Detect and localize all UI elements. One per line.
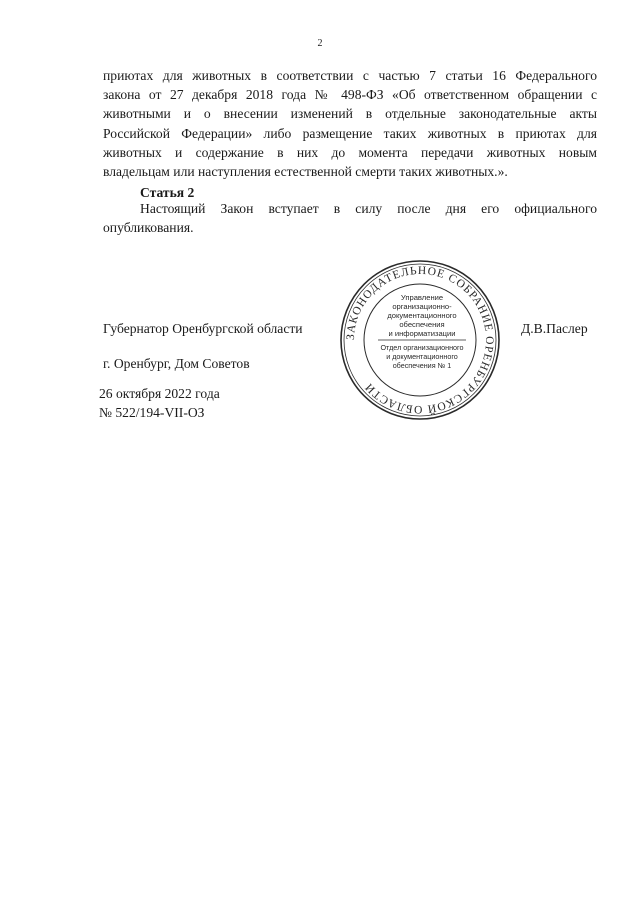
- seal-inner-line: Отдел организационного: [380, 343, 464, 352]
- seal-inner-line: организационно-: [392, 302, 452, 311]
- article-heading: Статья 2: [140, 185, 195, 200]
- text-line: Настоящий Закон вступает в силу после дня его официального: [140, 201, 597, 216]
- text-line: закона от 27 декабря 2018 года № 498-ФЗ «Об ответственном обращении с: [103, 87, 597, 103]
- text-line: опубликования.: [103, 220, 194, 236]
- seal-inner-line: Управление: [400, 293, 444, 302]
- seal-inner-line: и информатизации: [388, 329, 456, 338]
- seal-inner-line: обеспечения: [399, 320, 445, 329]
- text-line: животных и содержание в них до момента передачи животных новым: [103, 144, 597, 160]
- seal-inner-line: обеспечения № 1: [392, 361, 452, 370]
- text-line: владельцам или наступления естественной смерти таких животных.».: [103, 164, 508, 180]
- seal-inner-line: и документационного: [386, 352, 458, 361]
- paragraph-article1-continuation: [103, 66, 597, 181]
- official-seal: [338, 258, 502, 422]
- paragraph-article2: [103, 199, 597, 237]
- svg-text:ЗАКОНОДАТЕЛЬНОЕ СОБРАНИЕ ОРЕНБ: [345, 265, 495, 417]
- text-line: Российской Федерации» либо размещение таких животных в приютах для: [103, 125, 597, 141]
- seal-outer-text: ЗАКОНОДАТЕЛЬНОЕ СОБРАНИЕ ОРЕНБУРГСКОЙ ОБЛАСТИ: [344, 264, 496, 416]
- signing-date: 26 октября 2022 года: [99, 386, 220, 401]
- law-number: № 522/194-VII-ОЗ: [99, 405, 205, 420]
- seal-inner-line: документационного: [387, 311, 457, 320]
- signing-place: г. Оренбург, Дом Советов: [103, 356, 250, 371]
- text-line: животными и о внесении изменений в отдельные законодательные акты: [103, 106, 597, 122]
- signer-name: Д.В.Паслер: [521, 321, 588, 336]
- text-line: приютах для животных в соответствии с частью 7 статьи 16 Федерального: [103, 68, 597, 83]
- page-number: 2: [317, 38, 323, 49]
- signer-title: Губернатор Оренбургской области: [103, 321, 303, 336]
